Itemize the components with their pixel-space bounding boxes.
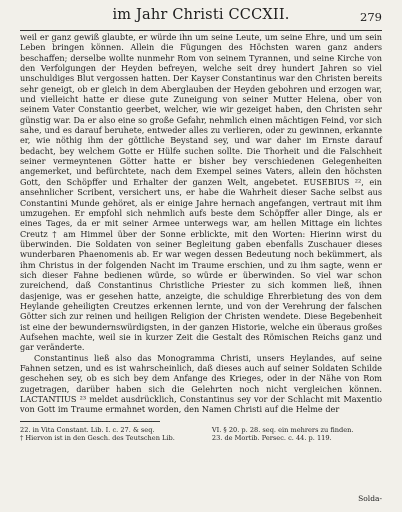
footnotes-left <box>20 426 194 442</box>
paragraph-2: Constantinus ließ also das Monogramma Christi, unsers Heylandes, auf seine Fahnen setzen, und es ist wahrscheinlich, daß dieses auch auf seiner Soldaten Schilde geschehen sey, ob es sich bey dem Anfange des Krieges, oder in der Nähe von Rom zugetragen, darüber haben sich die Gelehrten noch nicht vergleichen können. LACTANTIUS ²³ meldet ausdrücklich, Constantinus sey vor der Schlacht mit Maxentio von Gott im Traume ermahnet worden, den Namen Christi auf die Helme der <box>20 352 382 415</box>
main-text <box>20 32 382 415</box>
footnote-22: 22. in Vita Constant. Lib. I. c. 27. & seq. <box>20 425 155 434</box>
page-number: 279 <box>360 10 382 24</box>
header-rule <box>20 30 382 31</box>
footnote-rule <box>20 421 160 422</box>
running-header <box>20 7 382 29</box>
header-title: im Jahr Christi CCCXII. <box>112 7 290 23</box>
footnotes <box>20 426 382 442</box>
footnote-cross-cont: VI. § 20. p. 28. seq. ein mehrers zu finden. <box>211 425 354 434</box>
paragraph-1: weil er ganz gewiß glaubte, er würde ihn um seine Leute, um seine Ehre, und um sein Leben bringen können. Allein die Fügungen des Höchsten waren ganz anders beschaffen; derselbe wollte nunmehr Rom von seinem Tyrannen, und seine Kirche von den Verfolgungen der Heyden befreyen, welche seit drey hundert Jahren so viel unschuldiges Blut vergossen hatten. Der Kayser Constantinus war den Christen bereits sehr geneigt, ob er gleich in dem Aberglauben der Heyden gebohren und erzogen war, und vielleicht hatte er diese gute Zuneigung von seiner Mutter Helena, ober von seinem Vater Constantio geerbet, welcher, wie wir gezeiget haben, den Christen sehr günstig war. Da er also eine so große Gefahr, nehmlich einen mächtigen Feind, vor sich sahe, und es darauf beruhete, entweder alles zu verlieren, oder zu gewinnen, erkannte er, wie nöthig ihm der göttliche Beystand sey, und war daher im Ernste darauf bedacht, bey welchem Gotte er Hülfe suchen sollte. Die Thorheit und die Falschheit seiner vermeyntenen Götter hatte er bisher bey verschiedenen Gelegenheiten angemerket, und befürchtete, nach dem Exempel seines Vaters, allein den höchsten Gott, den Schöpffer und Erhalter der ganzen Welt, angebetet. EUSEBIUS ²², ein ansehnlicher Scribent, versichert uns, er habe die Wahrheit dieser Sache selbst aus Constantini Munde gehöret, als er einige Jahre hernach angefangen, vertraut mit ihm umzugehen. Er empfohl sich nehmlich aufs beste dem Schöpffer aller Dinge, als er eines Tages, da er mit seiner Armee unterwegs war, am hellen Mittage ein lichtes Creutz † am Himmel über der Sonne erblickte, mit den Worten: Hierinn wirst du überwinden. Die Soldaten von seiner Begleitung gaben ebenfalls Zuschauer dieses wunderbaren Phaenomenis ab. Er war wegen dessen Bedeutung noch bekümmert, als ihm Christus in der folgenden Nacht im Traume erschien, und zu ihm sagte, wenn er sich dieser Fahne bedienen würde, so würde er überwinden. So viel war schon zureichend, daß Constantinus Christliche Priester zu sich kommen ließ, ihnen dasjenige, was er gesehen hatte, anzeigte, die schuldige Ehrerbietung des von dem Heylande geheiligten Creutzes erkennen lernte, und von der Verehrung der falschen Götter sich zur reinen und heiligen Religion der Christen wendete. Diese Begebenheit ist eine der bewundernswürdigsten, in der ganzen Historie, welche ein überaus großes Aufsehen machte, weil sie in kurzer Zeit die Gestalt des Römischen Reichs ganz und gar veränderte. <box>20 32 382 353</box>
footnote-23: 23. de Mortib. Persec. c. 44. p. 119. <box>211 433 332 442</box>
catchword: Solda- <box>358 494 382 503</box>
footnotes-right <box>212 426 382 442</box>
footnote-cross: † Hiervon ist in den Gesch. des Teutschen Lib. <box>20 433 175 442</box>
